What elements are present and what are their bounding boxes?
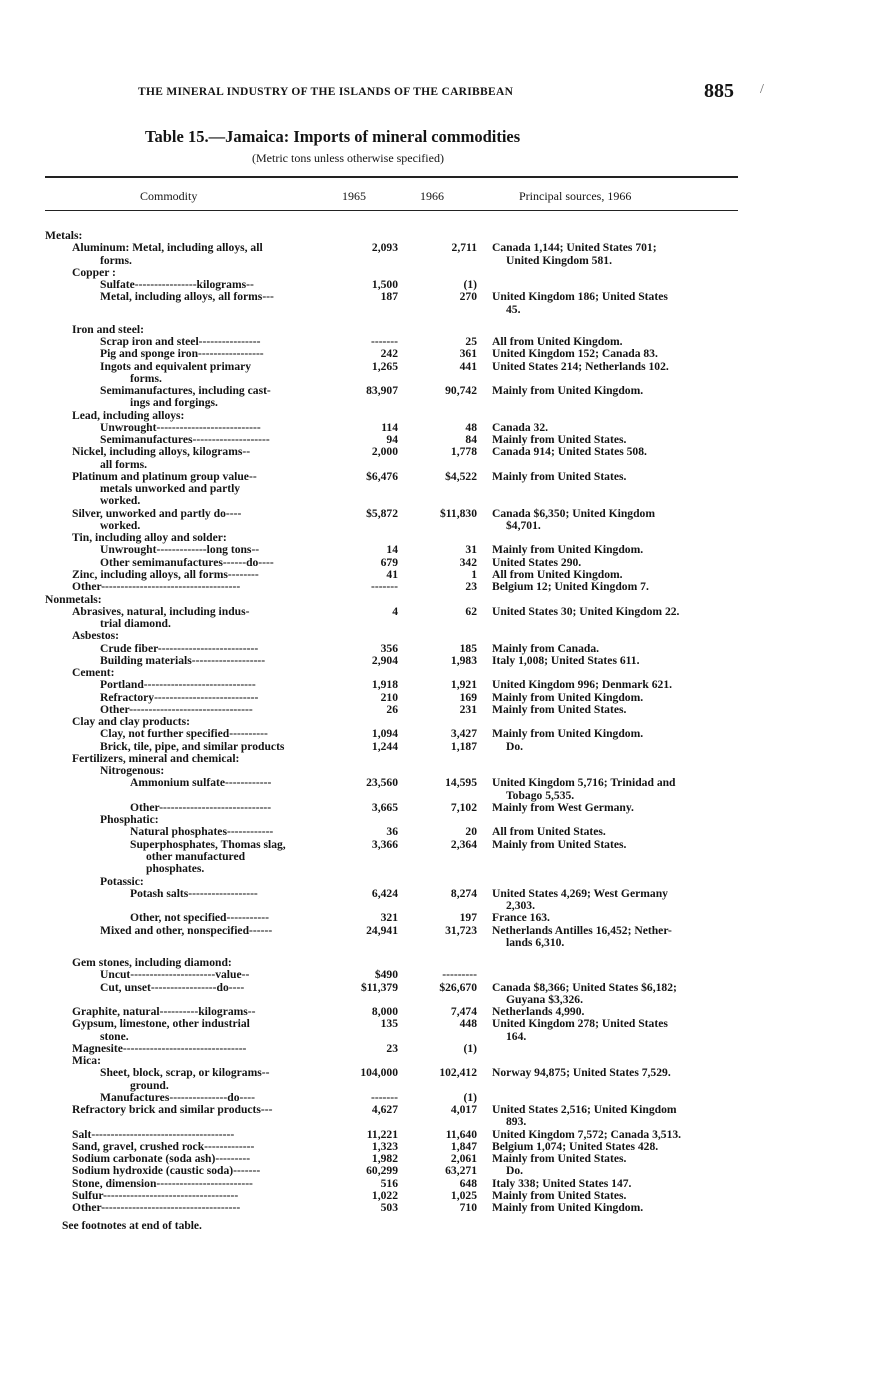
value-1965-cell: ------- (370, 335, 398, 348)
value-1965-cell: 3,366 (371, 838, 398, 851)
value-1966-cell: 25 (465, 335, 477, 348)
table-subtitle: (Metric tons unless otherwise specified) (252, 151, 444, 165)
value-1965-cell: 114 (381, 421, 398, 434)
value-1965-cell: ------- (370, 580, 398, 593)
table-row (0, 678, 875, 691)
value-1965-cell: 1,918 (371, 678, 398, 691)
commodity-cell: Gypsum, limestone, other industrial (72, 1017, 250, 1030)
sources-cell: United Kingdom 5,716; Trinidad and (492, 776, 676, 789)
commodity-cell: Abrasives, natural, including indus- (72, 605, 250, 618)
commodity-cell: Metals: (45, 229, 83, 242)
value-1966-cell: (1) (463, 1091, 477, 1104)
commodity-cell: Tin, including alloy and solder: (72, 531, 227, 544)
sources-cell: lands 6,310. (506, 936, 565, 949)
commodity-cell: Asbestos: (72, 629, 120, 642)
value-1965-cell: 24,941 (366, 924, 398, 937)
value-1965-cell: $5,872 (366, 507, 398, 520)
sources-cell: $4,701. (506, 519, 541, 532)
value-1965-cell: 321 (380, 911, 398, 924)
value-1965-cell: 2,904 (371, 654, 398, 667)
commodity-cell: Sulfate----------------kilograms-- (100, 278, 254, 291)
value-1965-cell: 14 (386, 543, 398, 556)
sources-cell: Mainly from United Kingdom. (492, 727, 644, 740)
value-1966-cell: 62 (465, 605, 477, 618)
commodity-cell: Semimanufactures, including cast- (100, 384, 271, 397)
table-row (0, 445, 875, 458)
value-1965-cell: 1,982 (371, 1152, 398, 1165)
value-1966-cell: 2,061 (450, 1152, 477, 1165)
value-1965-cell: 242 (380, 347, 398, 360)
value-1966-cell: 1,187 (450, 740, 477, 753)
sources-cell: Canada 1,144; United States 701; (492, 241, 657, 254)
value-1966-cell: 2,711 (451, 241, 477, 254)
sources-cell: United States 4,269; West Germany (492, 887, 668, 900)
value-1966-cell: 7,474 (450, 1005, 477, 1018)
table-row (0, 580, 875, 593)
commodity-cell: Nickel, including alloys, kilograms-- (72, 445, 251, 458)
sources-cell: Mainly from United States. (492, 433, 627, 446)
sources-cell: Mainly from United States. (492, 703, 627, 716)
running-head: THE MINERAL INDUSTRY OF THE ISLANDS OF THE CARIBBEAN (138, 86, 514, 98)
commodity-cell: ground. (130, 1079, 169, 1092)
sources-cell: Norway 94,875; United States 7,529. (492, 1066, 671, 1079)
sources-cell: France 163. (492, 911, 550, 924)
table-row (0, 1066, 875, 1079)
commodity-cell: Fertilizers, mineral and chemical: (72, 752, 240, 765)
value-1966-cell: 231 (459, 703, 477, 716)
footnote-note: See footnotes at end of table. (62, 1220, 202, 1232)
commodity-cell: Sand, gravel, crushed rock------------- (72, 1140, 255, 1153)
commodity-cell: Portland----------------------------- (100, 678, 256, 691)
sources-cell: Canada 32. (492, 421, 549, 434)
value-1966-cell: 90,742 (445, 384, 477, 397)
commodity-cell: Other------------------------------------ (72, 1201, 241, 1214)
table-row (0, 825, 875, 838)
value-1965-cell: 83,907 (366, 384, 398, 397)
sources-cell: Canada $6,350; United Kingdom (492, 507, 655, 520)
commodity-cell: Sulfur----------------------------------- (72, 1189, 239, 1202)
sources-cell: Italy 1,008; United States 611. (492, 654, 640, 667)
value-1966-cell: 14,595 (445, 776, 477, 789)
value-1965-cell: 516 (380, 1177, 398, 1190)
value-1966-cell: 3,427 (450, 727, 477, 740)
value-1965-cell: 11,221 (366, 1128, 398, 1141)
column-header-commodity: Commodity (140, 189, 198, 203)
sources-cell: Mainly from United States. (492, 838, 627, 851)
sources-cell: 2,303. (506, 899, 535, 912)
value-1966-cell: 1,025 (450, 1189, 477, 1202)
sources-cell: Mainly from Canada. (492, 642, 600, 655)
sources-cell: Netherlands Antilles 16,452; Nether- (492, 924, 672, 937)
value-1966-cell: 710 (459, 1201, 477, 1214)
value-1966-cell: 20 (465, 825, 477, 838)
commodity-cell: Nonmetals: (45, 593, 102, 606)
table-row (0, 241, 875, 254)
sources-cell: Mainly from West Germany. (492, 801, 634, 814)
value-1966-cell: 63,271 (445, 1164, 477, 1177)
value-1966-cell: 84 (465, 433, 477, 446)
commodity-cell: worked. (100, 494, 141, 507)
value-1965-cell: 8,000 (371, 1005, 398, 1018)
value-1965-cell: 679 (380, 556, 398, 569)
table-row (0, 968, 875, 981)
value-1965-cell: 36 (386, 825, 398, 838)
value-1965-cell: 1,244 (371, 740, 398, 753)
table-row (0, 543, 875, 556)
value-1965-cell: 2,093 (371, 241, 398, 254)
sources-cell: Mainly from United States. (492, 470, 627, 483)
commodity-cell: Cement: (72, 666, 115, 679)
value-1966-cell: 8,274 (450, 887, 477, 900)
page-number: 885 (704, 80, 734, 102)
commodity-cell: Sodium carbonate (soda ash)--------- (72, 1152, 251, 1165)
sources-cell: Mainly from United Kingdom. (492, 1201, 644, 1214)
commodity-cell: Aluminum: Metal, including alloys, all (72, 241, 263, 254)
sources-cell: 893. (506, 1115, 527, 1128)
sources-cell: United Kingdom 278; United States (492, 1017, 668, 1030)
commodity-cell: all forms. (100, 458, 148, 471)
sources-cell: Canada $8,366; United States $6,182; (492, 981, 677, 994)
table-row (0, 1017, 875, 1030)
sources-cell: United Kingdom 996; Denmark 621. (492, 678, 673, 691)
value-1966-cell: 1,983 (450, 654, 477, 667)
commodity-cell: worked. (100, 519, 141, 532)
value-1966-cell: 1,921 (450, 678, 477, 691)
commodity-cell: Clay, not further specified---------- (100, 727, 268, 740)
commodity-cell: Other-------------------------------- (100, 703, 253, 716)
value-1966-cell: $4,522 (445, 470, 477, 483)
value-1965-cell: ------- (370, 1091, 398, 1104)
sources-cell: 45. (506, 303, 521, 316)
value-1966-cell: 197 (459, 911, 477, 924)
value-1965-cell: 503 (380, 1201, 398, 1214)
sources-cell: Belgium 12; United Kingdom 7. (492, 580, 649, 593)
commodity-cell: Manufactures---------------do---- (100, 1091, 255, 1104)
commodity-cell: Mixed and other, nonspecified------ (100, 924, 273, 937)
commodity-cell: Iron and steel: (72, 323, 144, 336)
value-1965-cell: 104,000 (360, 1066, 398, 1079)
commodity-cell: Phosphatic: (100, 813, 159, 826)
commodity-cell: forms. (100, 254, 132, 267)
commodity-cell: Potash salts------------------ (130, 887, 258, 900)
commodity-cell: Scrap iron and steel---------------- (100, 335, 261, 348)
commodity-cell: Pig and sponge iron----------------- (100, 347, 264, 360)
sources-cell: United Kingdom 186; United States (492, 290, 668, 303)
sources-cell: 164. (506, 1030, 527, 1043)
commodity-cell: Other------------------------------------ (72, 580, 241, 593)
commodity-cell: Salt------------------------------------- (72, 1128, 235, 1141)
commodity-cell: trial diamond. (100, 617, 171, 630)
commodity-cell: Potassic: (100, 875, 144, 888)
value-1966-cell: --------- (442, 968, 477, 981)
value-1966-cell: 441 (459, 360, 477, 373)
value-1965-cell: 210 (380, 691, 398, 704)
value-1965-cell: 356 (380, 642, 398, 655)
commodity-cell: Mica: (72, 1054, 101, 1067)
commodity-cell: Refractory--------------------------- (100, 691, 259, 704)
column-header-sources: Principal sources, 1966 (519, 189, 632, 203)
commodity-cell: Cut, unset-----------------do---- (100, 981, 245, 994)
table-row (0, 1115, 875, 1128)
value-1966-cell: (1) (463, 278, 477, 291)
commodity-cell: other manufactured (146, 850, 246, 863)
value-1965-cell: 23 (386, 1042, 398, 1055)
sources-cell: Mainly from United States. (492, 1152, 627, 1165)
sources-cell: All from United Kingdom. (492, 568, 623, 581)
sources-cell: Canada 914; United States 508. (492, 445, 647, 458)
table-row (0, 396, 875, 409)
value-1965-cell: 41 (386, 568, 398, 581)
commodity-cell: Metal, including alloys, all forms--- (100, 290, 274, 303)
sources-cell: United Kingdom 581. (506, 254, 612, 267)
commodity-cell: stone. (100, 1030, 129, 1043)
value-1965-cell: 1,094 (371, 727, 398, 740)
value-1966-cell: 7,102 (450, 801, 477, 814)
sources-cell: All from United Kingdom. (492, 335, 623, 348)
commodity-cell: Refractory brick and similar products--- (72, 1103, 273, 1116)
sources-cell: Netherlands 4,990. (492, 1005, 585, 1018)
margin-mark: / (760, 82, 764, 97)
commodity-cell: Brick, tile, pipe, and similar products (100, 740, 285, 753)
commodity-cell: Graphite, natural----------kilograms-- (72, 1005, 256, 1018)
table-row (0, 1164, 875, 1177)
sources-cell: All from United States. (492, 825, 606, 838)
sources-cell: Do. (506, 1164, 524, 1177)
commodity-cell: Sodium hydroxide (caustic soda)------- (72, 1164, 261, 1177)
sources-cell: Tobago 5,535. (506, 789, 575, 802)
sources-cell: United States 290. (492, 556, 582, 569)
commodity-cell: Ingots and equivalent primary (100, 360, 252, 373)
value-1965-cell: 23,560 (366, 776, 398, 789)
value-1965-cell: 1,323 (371, 1140, 398, 1153)
column-header-1965: 1965 (342, 189, 366, 203)
table-row (0, 911, 875, 924)
value-1966-cell: 31,723 (445, 924, 477, 937)
sources-cell: Mainly from United Kingdom. (492, 543, 644, 556)
value-1966-cell: 648 (459, 1177, 477, 1190)
value-1966-cell: 270 (459, 290, 477, 303)
sources-cell: Italy 338; United States 147. (492, 1177, 632, 1190)
value-1965-cell: 4 (392, 605, 398, 618)
commodity-cell: Silver, unworked and partly do---- (72, 507, 242, 520)
table-row (0, 290, 875, 303)
value-1966-cell: $26,670 (439, 981, 477, 994)
value-1966-cell: 31 (465, 543, 477, 556)
value-1965-cell: 1,022 (371, 1189, 398, 1202)
column-header-1966: 1966 (420, 189, 444, 203)
value-1966-cell: $11,830 (439, 507, 477, 520)
sources-cell: United States 214; Netherlands 102. (492, 360, 669, 373)
commodity-cell: Clay and clay products: (72, 715, 190, 728)
value-1965-cell: 3,665 (371, 801, 398, 814)
table-row (0, 1201, 875, 1214)
commodity-cell: Semimanufactures-------------------- (100, 433, 270, 446)
value-1965-cell: 94 (386, 433, 398, 446)
value-1966-cell: 342 (459, 556, 477, 569)
commodity-cell: Superphosphates, Thomas slag, (130, 838, 286, 851)
value-1965-cell: $11,379 (360, 981, 398, 994)
commodity-cell: ings and forgings. (130, 396, 218, 409)
sources-cell: Do. (506, 740, 524, 753)
value-1965-cell: 187 (380, 290, 398, 303)
sources-cell: United Kingdom 7,572; Canada 3,513. (492, 1128, 682, 1141)
value-1966-cell: 11,640 (445, 1128, 477, 1141)
commodity-cell: phosphates. (146, 862, 205, 875)
value-1965-cell: 1,265 (371, 360, 398, 373)
commodity-cell: Building materials------------------- (100, 654, 266, 667)
commodity-cell: Unwrought--------------------------- (100, 421, 261, 434)
commodity-cell: Sheet, block, scrap, or kilograms-- (100, 1066, 270, 1079)
sources-cell: Guyana $3,326. (506, 993, 583, 1006)
table-row (0, 936, 875, 949)
sources-cell: Mainly from United Kingdom. (492, 691, 644, 704)
value-1966-cell: 2,364 (450, 838, 477, 851)
sources-cell: United Kingdom 152; Canada 83. (492, 347, 658, 360)
commodity-cell: Stone, dimension------------------------- (72, 1177, 253, 1190)
commodity-cell: Natural phosphates------------ (130, 825, 274, 838)
value-1966-cell: 102,412 (439, 1066, 477, 1079)
value-1965-cell: 1,500 (371, 278, 398, 291)
commodity-cell: Lead, including alloys: (72, 409, 185, 422)
value-1965-cell: $490 (374, 968, 398, 981)
commodity-cell: metals unworked and partly (100, 482, 241, 495)
sources-cell: United States 30; United Kingdom 22. (492, 605, 680, 618)
table-row (0, 862, 875, 875)
table-row (0, 629, 875, 642)
commodity-cell: Magnesite-------------------------------- (72, 1042, 247, 1055)
commodity-cell: Gem stones, including diamond: (72, 956, 232, 969)
commodity-cell: Other----------------------------- (130, 801, 272, 814)
value-1966-cell: 23 (465, 580, 477, 593)
value-1965-cell: 60,299 (366, 1164, 398, 1177)
value-1965-cell: $6,476 (366, 470, 398, 483)
value-1966-cell: 48 (465, 421, 477, 434)
value-1966-cell: 4,017 (450, 1103, 477, 1116)
sources-cell: Mainly from United Kingdom. (492, 384, 644, 397)
value-1966-cell: 169 (459, 691, 477, 704)
commodity-cell: Uncut----------------------value-- (100, 968, 250, 981)
value-1965-cell: 4,627 (371, 1103, 398, 1116)
commodity-cell: Other semimanufactures------do---- (100, 556, 274, 569)
table-row (0, 494, 875, 507)
value-1965-cell: 6,424 (371, 887, 398, 900)
table-row (0, 347, 875, 360)
value-1966-cell: 1,847 (450, 1140, 477, 1153)
commodity-cell: Crude fiber-------------------------- (100, 642, 259, 655)
value-1966-cell: 448 (459, 1017, 477, 1030)
sources-cell: United States 2,516; United Kingdom (492, 1103, 677, 1116)
value-1965-cell: 2,000 (371, 445, 398, 458)
value-1966-cell: 185 (459, 642, 477, 655)
commodity-cell: Unwrought-------------long tons-- (100, 543, 260, 556)
commodity-cell: Ammonium sulfate------------ (130, 776, 272, 789)
value-1965-cell: 26 (386, 703, 398, 716)
commodity-cell: forms. (130, 372, 162, 385)
commodity-cell: Zinc, including alloys, all forms-------- (72, 568, 259, 581)
sources-cell: Mainly from United States. (492, 1189, 627, 1202)
commodity-cell: Other, not specified----------- (130, 911, 269, 924)
table-title: Table 15.—Jamaica: Imports of mineral commodities (145, 127, 521, 146)
value-1965-cell: 135 (380, 1017, 398, 1030)
value-1966-cell: (1) (463, 1042, 477, 1055)
table-row (0, 776, 875, 789)
value-1966-cell: 361 (459, 347, 477, 360)
sources-cell: Belgium 1,074; United States 428. (492, 1140, 659, 1153)
table-row (0, 303, 875, 316)
value-1966-cell: 1,778 (450, 445, 477, 458)
commodity-cell: Nitrogenous: (100, 764, 165, 777)
table-row (0, 727, 875, 740)
commodity-cell: Platinum and platinum group value-- (72, 470, 257, 483)
commodity-cell: Copper : (72, 266, 116, 279)
value-1966-cell: 1 (471, 568, 477, 581)
